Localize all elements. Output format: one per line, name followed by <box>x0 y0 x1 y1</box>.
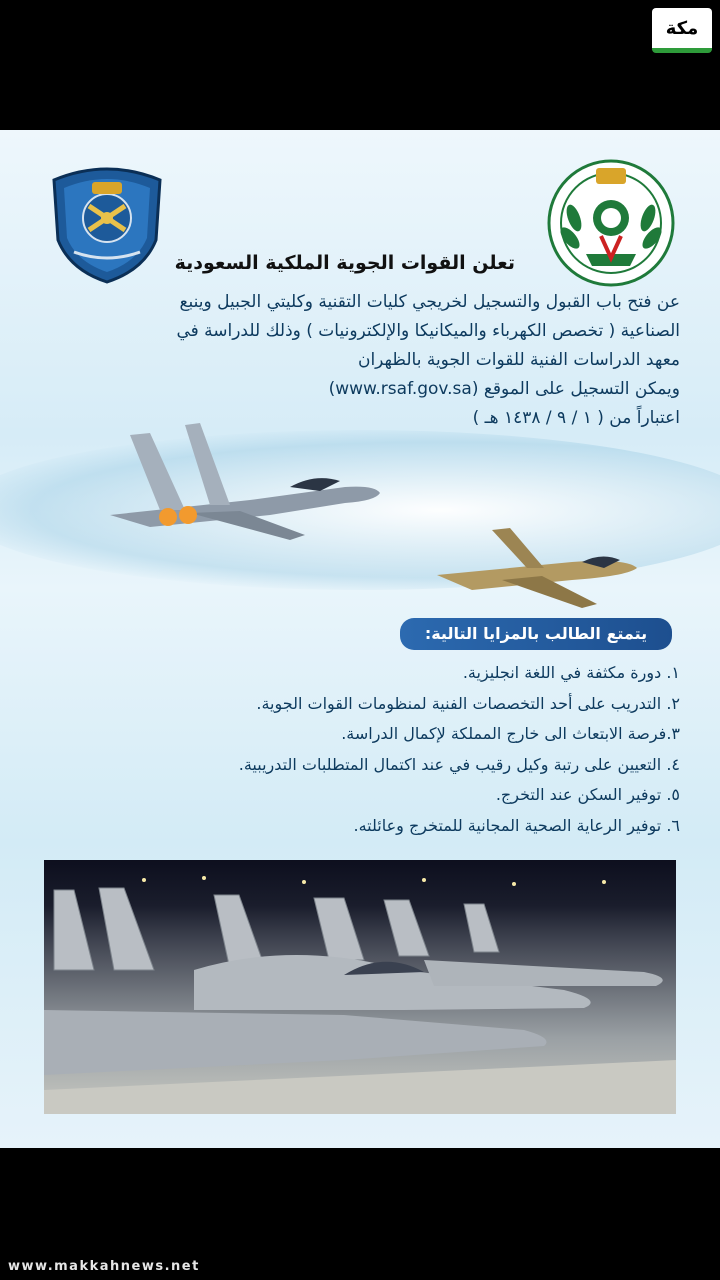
poster-title: تعلن القوات الجوية الملكية السعودية <box>174 252 515 274</box>
makkah-news-logo[interactable] <box>652 8 712 53</box>
logo-text: مكة <box>665 17 699 39</box>
benefit-item: ٥. توفير السكن عند التخرج. <box>495 785 680 804</box>
benefit-item: ٤. التعيين على رتبة وكيل رقيب في عند اكتمال المتطلبات التدريبية. <box>238 754 680 774</box>
f15-jet-icon <box>90 415 385 545</box>
benefits-list <box>40 658 680 841</box>
rsaf-emblem-icon <box>546 158 676 288</box>
intro-line: اعتباراً من ( ١ / ٩ / ١٤٣٨ هـ ) <box>472 408 680 428</box>
announcement-poster <box>0 130 720 1148</box>
intro-text <box>40 288 680 433</box>
benefit-item: ٦. توفير الرعاية الصحية المجانية للمتخرج وعائلته. <box>353 815 680 835</box>
bottom-bar <box>0 1148 720 1280</box>
jets-lineup-icon <box>44 860 676 1114</box>
benefit-item: ٣.فرصة الابتعاث الى خارج المملكة لإكمال الدراسة. <box>341 724 680 743</box>
jets-lineup-photo <box>44 860 676 1114</box>
intro-line: الصناعية ( تخصص الكهرباء والميكانيكا والإلكترونيات ) وذلك للدراسة في <box>176 321 680 341</box>
intro-line: عن فتح باب القبول والتسجيل لخريجي كليات التقنية وكليتي الجبيل وينبع <box>179 292 680 312</box>
top-bar <box>0 0 720 130</box>
benefit-item: ٢. التدريب على أحد التخصصات الفنية لمنظومات القوات الجوية. <box>256 693 680 713</box>
benefit-item: ١. دورة مكثفة في اللغة انجليزية. <box>462 663 680 682</box>
site-watermark: www.makkahnews.net <box>8 1259 200 1274</box>
intro-line: معهد الدراسات الفنية للقوات الجوية بالظهران <box>357 350 680 370</box>
intro-line: ويمكن التسجيل على الموقع (www.rsaf.gov.sa) <box>328 379 680 399</box>
tornado-jet-icon <box>432 520 642 610</box>
benefits-title: يتمتع الطالب بالمزايا التالية: <box>400 618 672 650</box>
